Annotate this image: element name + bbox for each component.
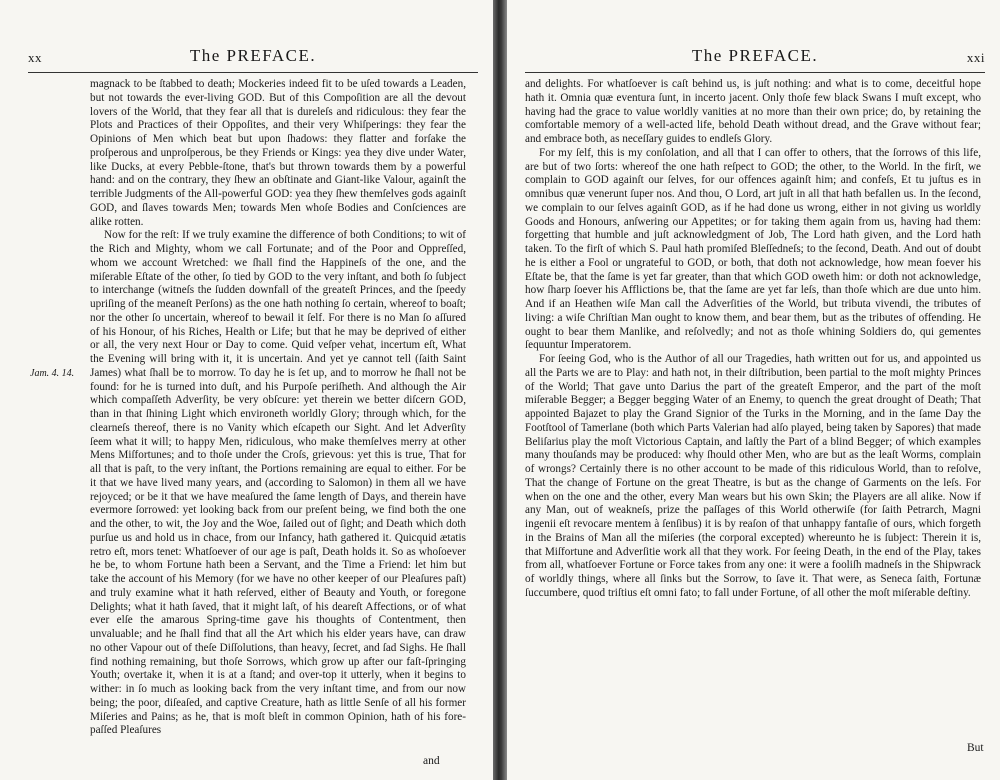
- right-page-header: [525, 46, 985, 70]
- page-number-right: xxi: [966, 50, 985, 65]
- body-text-left: [90, 78, 466, 738]
- header-rule-right: [525, 72, 985, 73]
- running-head-right: The PREFACE.: [691, 46, 819, 65]
- catchword-left: and: [423, 755, 440, 767]
- right-page: [507, 0, 1000, 780]
- left-page: [0, 0, 493, 780]
- running-head-left: The PREFACE.: [189, 46, 317, 65]
- paragraph: For ſeeing God, who is the Author of all our Tragedies, hath written out for us, and appointed us all the Parts we are to Play: and hath not, in their diſtribution, been partial to the moſt mighty Princes of the World; That gave unto Darius the part of the greateſt Emperor, and the part of the moſt miſerable Begger; a Begger begging Water of an Enemy, to quench the great drought of Death; That appointed Bajazet to play the Grand Signior of the Turks in the Morning, and in the ſame Day the Footſtool of Tamerlane (both which Parts Valerian had alſo played, being taken by Sapores) that made Beliſarius play the moſt Victorious Captain, and laſtly the Part of a blind Begger; of which examples many thouſands may be produced: why ſhould other Men, who are but as the leaſt Worms, complain of wrongs? Certainly there is no other account to be made of this ridiculous World, than to reſolve, That the change of Fortune on the great Theatre, is but as the change of Garments on the leſs. For when on the one and the other, every Man wears but his own Skin; the Players are all alike. Now if any Man, out of weakneſs, prize the paſſages of this World otherwiſe (for ſaith Petrarch, Magni ingenii eſt revocare mentem à ſenſibus) it is by reaſon of that unhappy fantaſie of ours, which forgeth in the Brains of Man all the miſeries (the corporal excepted) whereunto he is ſubject: Therein it is, that Miſfortune and Adverſitie work all that they work. For ſeeing Death, in the end of the Play, takes from all, whatſoever Fortune or Force takes from any one: it were a fooliſh madneſs in the Shipwrack of worldly things, where all ſinks but the Sorrow, to ſave it. That were, as Seneca ſaith, Fortunæ ſuccumbere, quod triſtius eſt omni fato; to fall under Fortune, of all other the moſt miſerable deſtiny.: [525, 353, 981, 599]
- header-rule-left: [28, 72, 478, 73]
- paragraph: Now for the reſt: If we truly examine the difference of both Conditions; to wit of the Rich and Mighty, whom we call Fortunate; and of the Poor and Oppreſſed, whom we account Wretched: we ſhall find the Happineſs of the one, and the miſerable Eſtate of the other, ſo tied by GOD to the very inſtant, and both ſo ſubject to interchange (witneſs the ſudden downfall of the greateſt Princes, and the ſpeedy upriſing of the meaneſt Perſons) as the one hath nothing ſo certain, whereof to boaſt; nor the other ſo uncertain, whereof to bewail it ſelf. For there is no Man ſo aſſured of his Honour, of his Riches, Health or Life; but that he may be deprived of either or all, the very next Hour or Day to come. Quid veſper vehat, incertum eſt, What the Evening will bring with it, it is uncertain. And yet ye cannot tell (ſaith Saint James) what ſhall be to morrow. To day he is ſet up, and to morrow he ſhall not be found: for he is turned into duſt, and his Purpoſe periſheth. And although the Air which compaſſeth Adverſity, be very obſcure: yet therein we better diſcern GOD, than in that ſhining Light which environeth worldly Glory; through which, for the clearneſs thereof, there is no Vanity which eſcapeth our Sight. And let Adverſity ſeem what it will; to happy Men, ridiculous, who make themſelves merry at other Mens Miſfortunes; and to thoſe under the Croſs, grievous: yet this is true, That for all that is paſt, to the very inſtant, the Portions remaining are equal to either. For be it that we have lived many years, and (according to Salomon) in them all we have rejoyced; or be it that we have meaſured the ſame length of Days, and therein have evermore ſorrowed: yet looking back from our preſent being, we find both the one and the other, to wit, the Joy and the Woe, ſailed out of ſight; and Death which doth purſue us and hold us in chace, from our Infancy, hath gathered it. Quicquid ætatis retro eſt, mors tenet: Whatſoever of our age is paſt, Death holds it. So as whoſoever he be, to whom Fortune hath been a Servant, and the Time a Friend: let him but take the account of his Memory (for we have no other keeper of our Pleaſures paſt) and truly examine what it hath reſerved, either of Beauty and Youth, or foregone Delights; what it hath ſaved, that it might laſt, of his deareſt Affections, or of what ever elſe the amarous Spring-time gave his thoughts of Contentment, then unvaluable; and he ſhall find that all the Art which his elder years have, can draw no other Vapour out of theſe Diſſolutions, than heavy, ſecret, and ſad Sighs. He ſhall find nothing remaining, but thoſe Sorrows, which grow up after our faſt-ſpringing Youth; overtake it, when it is at a ſtand; and over-top it utterly, when it begins to wither: in ſo much as looking back from the very inſtant time, and from our now being; the poor, diſeaſed, and captive Creature, hath as little Senſe of all his former Miſeries and Pains; as he, that is moſt bleſt in common Opinion, hath of his fore-paſſed Pleaſures: [90, 229, 466, 737]
- paragraph: magnack to be ſtabbed to death; Mockeries indeed fit to be uſed towards a Leaden, but not towards the ever-living GOD. But of this Compoſition are all the devout lovers of the World, that they fear all that is dureleſs and ridiculous: they fear the Plots and Practices of their Oppoſites, and their very Whiſperings: they fear the Opinions of Men which beat but upon ſhadows: they flatter and forſake the proſperous and unproſperous, be they Friends or Kings: yea they dive under Water, like Ducks, at every Pebble-ſtone, that's but thrown towards them by a powerful hand: and on the contrary, they ſhew an obſtinate and Giant-like Valour, againſt the terrible Judgments of the All-powerful GOD: yea they ſhew themſelves gods againſt GOD, and ſlaves towards Men; towards Men whoſe Bodies and Conſciences are alike rotten.: [90, 78, 466, 228]
- paragraph: For my ſelf, this is my conſolation, and all that I can offer to others, that the ſorrows of this life, are but of two ſorts: whereof the one hath reſpect to GOD; the other, to the World. In the firſt, we complain to GOD againſt our ſelves, for our offences againſt him; and confeſs, Et tu juſtus es in omnibus quæ venerunt ſuper nos. And thou, O Lord, art juſt in all that hath befallen us. In the ſecond, we complain to our ſelves againſt GOD, as if he had done us wrong, either in not giving us worldly Goods and Honours, anſwering our Appetites; or for taking them again from us, having had them: forgetting that humble and juſt acknowledgment of Job, The Lord hath given, and the Lord hath taken. To the firſt of which S. Paul hath promiſed Bleſſedneſs; to the ſecond, Death. And out of doubt he is either a Fool or ungrateful to GOD, or both, that doth not acknowledge, how mean foever his Eſtate be, that the ſame is yet far greater, than that which GOD oweth him: or doth not acknowledge, how ſharp ſoever his Afflictions be, that the ſame are yet far leſs, than thoſe which are due unto him. And if an Heathen wiſe Man call the Adverſities of the World, but tributa vivendi, the tributes of living: a wiſe Chriſtian Man ought to know them, and bear them, but as the tributes of offending. He ought to bear them Manlike, and reſolvedly; and not as thoſe whining Soldiers do, qui gementes ſequuntur Imperatorem.: [525, 146, 981, 352]
- paragraph: and delights. For whatſoever is caſt behind us, is juſt nothing: and what is to come, deceitful hope hath it. Omnia quæ eventura ſunt, in incerto jacent. Only thoſe few black Swans I muſt except, who having had the grace to value worldly vanities at no more than their own price; do, by retaining the comfortable memory of a well-acted life, behold Death without dread, and the Grave without fear; and embrace both, as neceſſary guides to endleſs Glory.: [525, 78, 981, 145]
- left-page-header: [28, 46, 478, 70]
- page-number-left: xx: [28, 50, 42, 65]
- margin-note-scripture: Jam. 4. 14.: [30, 368, 75, 379]
- catchword-right: But: [967, 742, 984, 754]
- body-text-right: [525, 78, 981, 601]
- book-gutter: [493, 0, 507, 780]
